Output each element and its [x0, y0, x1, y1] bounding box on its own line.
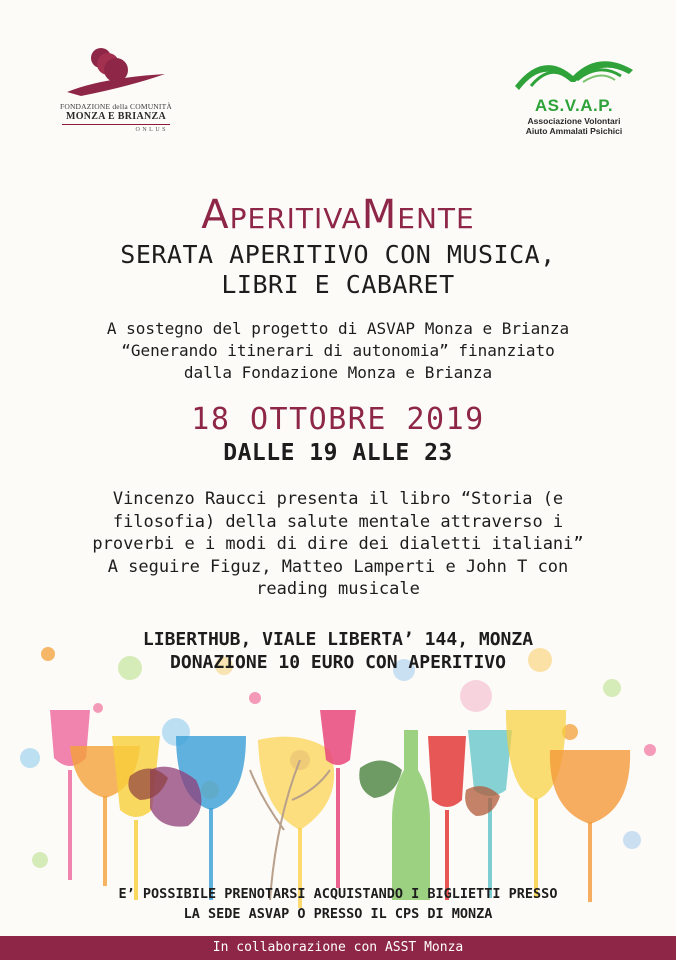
asvap-name: AS.V.A.P.	[534, 96, 614, 115]
asvap-logo	[512, 46, 636, 136]
description-line2: filosofia) della salute mentale attraverso i	[112, 511, 564, 532]
booking-line2: LA SEDE ASVAP O PRESSO IL CPS DI MONZA	[183, 906, 493, 922]
support-line2: “Generando itinerari di autonomia” finanziato	[121, 341, 555, 360]
event-description	[20, 488, 656, 601]
fondazione-logo	[58, 44, 174, 133]
venue-info	[0, 628, 676, 674]
booking-line1: E’ POSSIBILE PRENOTARSI ACQUISTANDO I BIGLIETTI PRESSO	[118, 886, 558, 902]
booking-info	[0, 884, 676, 924]
support-line1: A sostegno del progetto di ASVAP Monza e Brianza	[106, 319, 570, 338]
fondazione-logo-line2: MONZA E BRIANZA	[62, 111, 170, 125]
fondazione-logo-line3: ONLUS	[135, 127, 168, 133]
asvap-sub-line2: Aiuto Ammalati Psichici	[525, 126, 623, 136]
event-hours: DALLE 19 ALLE 23	[223, 440, 453, 466]
venue-line2: DONAZIONE 10 EURO CON APERITIVO	[170, 652, 506, 673]
description-line3: proverbi e i modi di dire dei dialetti italiani”	[92, 534, 584, 554]
support-text	[0, 318, 676, 384]
event-title: AperitivaMente	[201, 192, 475, 238]
book-leaf-icon	[513, 46, 635, 94]
subtitle-line1: SERATA APERITIVO CON MUSICA,	[120, 240, 556, 269]
description-line1: Vincenzo Raucci presenta il libro “Storia (e	[112, 489, 564, 509]
description-line4: A seguire Figuz, Matteo Lamperti e John T con	[107, 556, 569, 577]
event-date: 18 OTTOBRE 2019	[191, 402, 485, 437]
venue-line1: LIBERTHUB, VIALE LIBERTA’ 144, MONZA	[142, 629, 534, 650]
fondazione-logo-line1: FONDAZIONE della COMUNITÀ	[59, 102, 173, 111]
fondazione-emblem-icon	[61, 44, 171, 96]
description-line5: reading musicale	[256, 579, 420, 599]
support-line3: dalla Fondazione Monza e Brianza	[183, 363, 493, 382]
event-subtitle	[0, 240, 676, 300]
footer-collaboration: In collaborazione con ASST Monza	[0, 936, 676, 960]
subtitle-line2: LIBRI E CABARET	[221, 270, 455, 299]
asvap-sub-line1: Associazione Volontari	[527, 116, 621, 126]
